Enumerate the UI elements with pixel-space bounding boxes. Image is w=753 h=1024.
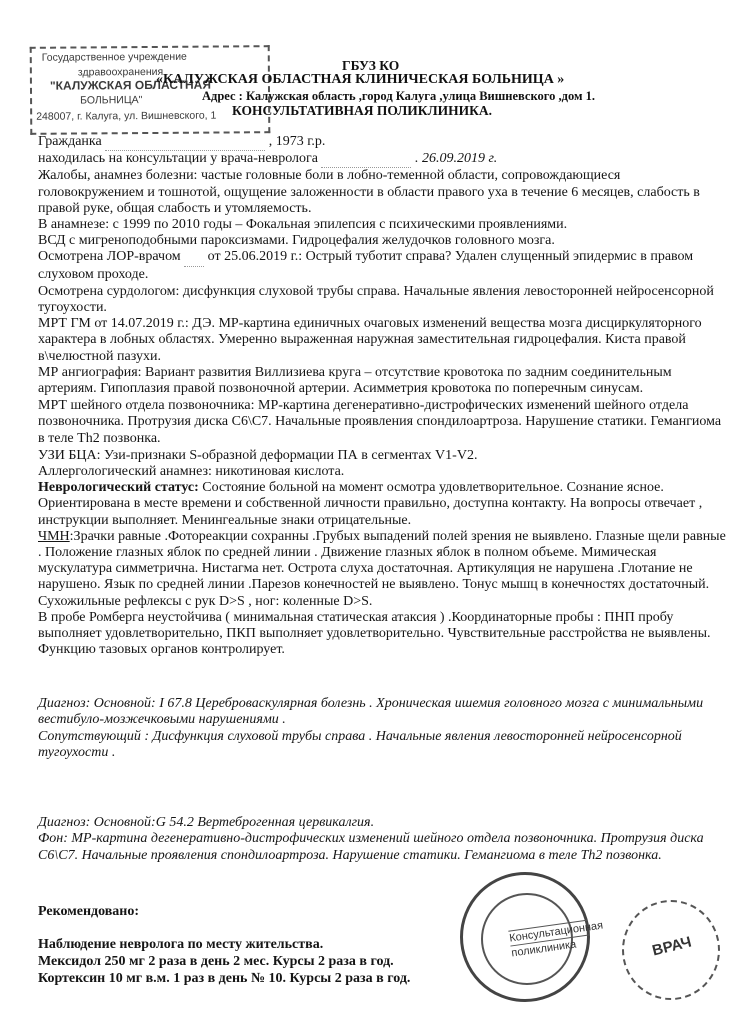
lor-exam: [38, 249, 728, 282]
diagnosis-secondary: Сопутствующий : Дисфункция слуховой трубы справа . Начальные явления левосторонней нейросенсорной тугоухости .: [38, 728, 682, 761]
recommendations-list: [38, 936, 410, 987]
diagnosis-main-2: Диагноз: Основной:G 54.2 Вертеброгенная цервикалгия.: [38, 815, 375, 830]
consult-prefix: находилась на консультации у врача-невролога: [38, 151, 318, 167]
allergy: Аллергологический анамнез: никотиновая кислота.: [38, 464, 345, 480]
diagnosis-background: Фон: МР-картина дегенеративно-дистрофических изменений шейного отдела позвоночника. Протрузия диска С6\С7. Начальные проявления спондилоартроза. Нарушение статики. Гемангиома в теле Th2 позвонка.: [38, 831, 704, 863]
diagnosis-main-1: Диагноз: Основной: I 67.8 Цереброваскулярная болезнь . Хроническая ишемия головного мозга с минимальными вестибуло-мозжечковыми нарушениями .: [38, 696, 704, 728]
stamp-line-3: "КАЛУЖСКАЯ ОБЛАСТНАЯ: [49, 77, 211, 93]
stamp-line-4: БОЛЬНИЦА": [80, 94, 143, 107]
header-org-full: «КАЛУЖСКАЯ ОБЛАСТНАЯ КЛИНИЧЕСКАЯ БОЛЬНИЦА »: [156, 72, 565, 87]
romberg: В пробе Ромберга неустойчива ( минимальная статическая атаксия ) .Координаторные пробы : ПНП пробу выполняет удовлетворительно, ПКП выполняет удовлетворительно. Чувствительные расстройства не выявлены. Функцию тазовых органов контролирует.: [38, 609, 711, 658]
redacted-lor: [184, 249, 204, 266]
chmn-label: ЧМН: [38, 528, 70, 544]
anamnesis-section: [38, 134, 728, 659]
neuro-status: [38, 480, 728, 529]
patient-line: [38, 134, 728, 151]
patient-prefix: Гражданка: [38, 134, 102, 149]
redacted-name: [105, 134, 265, 151]
diagnosis-block-1: [38, 696, 728, 762]
patient-birth: , 1973 г.р.: [268, 134, 326, 149]
header-org-short: ГБУЗ КО: [342, 58, 400, 73]
doctor-stamp-text: ВРАЧ: [650, 933, 694, 960]
recommendation-item: Наблюдение невролога по месту жительства.: [38, 937, 324, 952]
complaints: Жалобы, анамнез болезни: частые головные боли в лобно-теменной области, сопровождающиеся головокружением и тошнотой, ощущение заложенности в области правого уха в течение 6 месяцев, слабость в правой руке, общая слабость и утомляемость.: [38, 168, 700, 216]
mr-angiography: МР ангиография: Вариант развития Виллизиева круга – отсутствие кровотока по задним соединительным артериям. Гипоплазия правой позвоночной артерии. Асимметрия кровотока по поперечным синусам.: [38, 364, 672, 397]
seal-line-2: поликлиника: [510, 934, 591, 960]
recommendation-item: Кортексин 10 мг в.м. 1 раз в день № 10. Курсы 2 раза в год.: [38, 971, 411, 986]
surdo-exam: Осмотрена сурдологом: дисфункция слуховой трубы справа. Начальные явления левосторонней нейросенсорной тугоухости.: [38, 283, 714, 316]
stamp-line-5: 248007, г. Калуга, ул. Вишневского, 1: [36, 109, 217, 123]
stamp-line-2: здравоохранения: [77, 65, 164, 79]
history: В анамнезе: с 1999 по 2010 годы – Фокальная эпилепсия с психическими проявлениями.: [38, 217, 568, 233]
cranial-nerves: [38, 529, 728, 610]
neuro-status-label: Неврологический статус:: [38, 480, 199, 496]
uzi-bca: УЗИ БЦА: Узи-признаки S-образной деформации ПА в сегментах V1-V2.: [38, 447, 478, 463]
lor-rest: от 25.06.2019 г.: Острый туботит справа? Удален слущенный эпидермис в правом слуховом проходе.: [38, 249, 694, 282]
lor-prefix: Осмотрена ЛОР-врачом: [38, 249, 181, 265]
diagnosis-block-2: [38, 815, 728, 864]
vsd: ВСД с мигреноподобными пароксизмами. Гидроцефалия желудочков головного мозга.: [38, 233, 555, 249]
mrt-brain: МРТ ГМ от 14.07.2019 г.: ДЭ. МР-картина единичных очаговых изменений вещества мозга дисциркуляторного характера в лобных областях. Умеренно выраженная наружная заместительная гидроцефалия. Киста правой в\челюстной пазухи.: [38, 316, 702, 364]
consult-line: [38, 151, 728, 168]
neuro-status-text: Состояние больной на момент осмотра удовлетворительное. Сознание ясное. Ориентирована в месте времени и собственной личности правильно, доступна контакту. На вопросы отвечает , инструкции выполняет. Менингеальные знаки отрицательные.: [38, 480, 703, 528]
redacted-doctor: [321, 151, 411, 168]
stamp-line-1: Государственное учреждение: [41, 50, 187, 64]
seal-line-1: Консультационная: [508, 919, 604, 945]
header-address: Адрес : Калужская область ,город Калуга ,улица Вишневского ,дом 1.: [202, 89, 595, 103]
consult-date: . 26.09.2019 г.: [414, 151, 498, 167]
chmn-text: :Зрачки равные .Фотореакции сохранны .Грубых выпадений полей зрения не выявлено. Глазные щели равные . Положение глазных яблок по средней линии . Движение глазных яблок в полном объеме. Мимическая мускулатура симметрична. Нистагма нет. Острота слуха достаточная. Артикуляция не нарушена .Глотание не нарушено. Язык по средней линии .Парезов конечностей не выявлено. Тонус мышц в конечностях достаточный. Сухожильные рефлексы с рук D>S , ног: коленные D>S.: [38, 528, 726, 609]
recommendation-item: Мексидол 250 мг 2 раза в день 2 мес. Курсы 2 раза в год.: [38, 954, 394, 969]
header-department: КОНСУЛЬТАТИВНАЯ ПОЛИКЛИНИКА.: [232, 103, 493, 118]
recommendations-title: Рекомендовано:: [38, 904, 140, 919]
mrt-neck: МРТ шейного отдела позвоночника: МР-картина дегенеративно-дистрофических изменений шейного отдела позвоночника. Протрузия диска С6\С7. Начальные проявления спондилоартроза. Нарушение статики. Гемангиома в теле Th2 позвонка.: [38, 398, 722, 446]
